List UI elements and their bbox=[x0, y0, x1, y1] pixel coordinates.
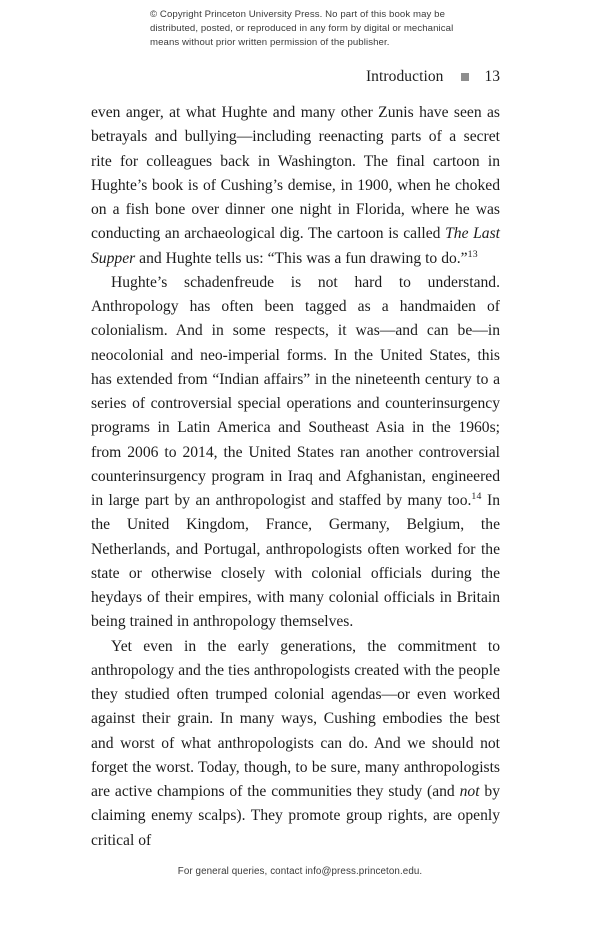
running-head-title: Introduction bbox=[365, 68, 444, 85]
text-run: In the United Kingdom, France, Germany, Belgium, the Netherlands, and Portugal, anthropologists often worked for the state or otherwise closely with colonial officials during the heydays of their empires, with many colonial officials in Britain being trained in anthropology themselves. bbox=[91, 492, 501, 631]
italic-phrase: not bbox=[459, 783, 480, 800]
text-run: and Hughte tells us: “This was a fun drawing to do.” bbox=[135, 249, 468, 267]
text-run: Yet even in the early generations, the commitment to anthropology and the ties anthropologists created with the people they studied often trumped colonial agendas—or even worked against their grain. In many ways, Cushing embodies the best and worst of what anthropologists can do. And we should not forget the worst. Today, though, to be sure, many anthropologists are active champions of the communities they study (and bbox=[91, 637, 500, 800]
copyright-line-2: distributed, posted, or reproduced in any form by digital or mechanical bbox=[150, 23, 454, 35]
footer-query-note: For general queries, contact info@press.princeton.edu. bbox=[177, 866, 423, 877]
text-run: even anger, at what Hughte and many other Zunis have seen as betrayals and bullying—including reenacting parts of a secret rite for colleagues back in Washington. The final cartoon in Hughte’s book is of Cushing’s demise, in 1900, when he choked on a fish bone over dinner one night in Florida, where he was conducting an archaeological dig. The cartoon is called bbox=[91, 104, 500, 243]
body-paragraph bbox=[91, 271, 500, 635]
square-ornament-icon bbox=[461, 73, 469, 81]
body-paragraph bbox=[91, 635, 500, 853]
italic-phrase: The Last Supper bbox=[91, 225, 500, 267]
running-head bbox=[90, 68, 500, 86]
text-run: Hughte’s schadenfreude is not hard to understand. Anthropology has often been tagged as a handmaiden of colonialism. And in some respects, it was—and can be—in neocolonial and neo-imperial forms. In the United States, this has extended from “Indian affairs” in the nineteenth century to a series of controversial special operations and counterinsurgency programs in Latin America and Southeast Asia in the 1960s; from 2006 to 2014, the United States ran another controversial counterinsurgency program in Iraq and Afghanistan, engineered in large part by an anthropologist and staffed by many too. bbox=[91, 273, 500, 509]
footnote-marker: 14 bbox=[471, 490, 482, 502]
footnote-marker: 13 bbox=[467, 248, 478, 260]
page-number: 13 bbox=[484, 68, 500, 85]
copyright-line-3: means without prior written permission of the publisher. bbox=[150, 37, 390, 49]
body-text-column bbox=[91, 101, 500, 853]
copyright-line-1: © Copyright Princeton University Press. No part of this book may be bbox=[150, 9, 446, 20]
text-run: by claiming enemy scalps). They promote group rights, are openly critical of bbox=[91, 783, 500, 849]
copyright-notice bbox=[150, 8, 490, 51]
body-paragraph bbox=[91, 101, 500, 271]
